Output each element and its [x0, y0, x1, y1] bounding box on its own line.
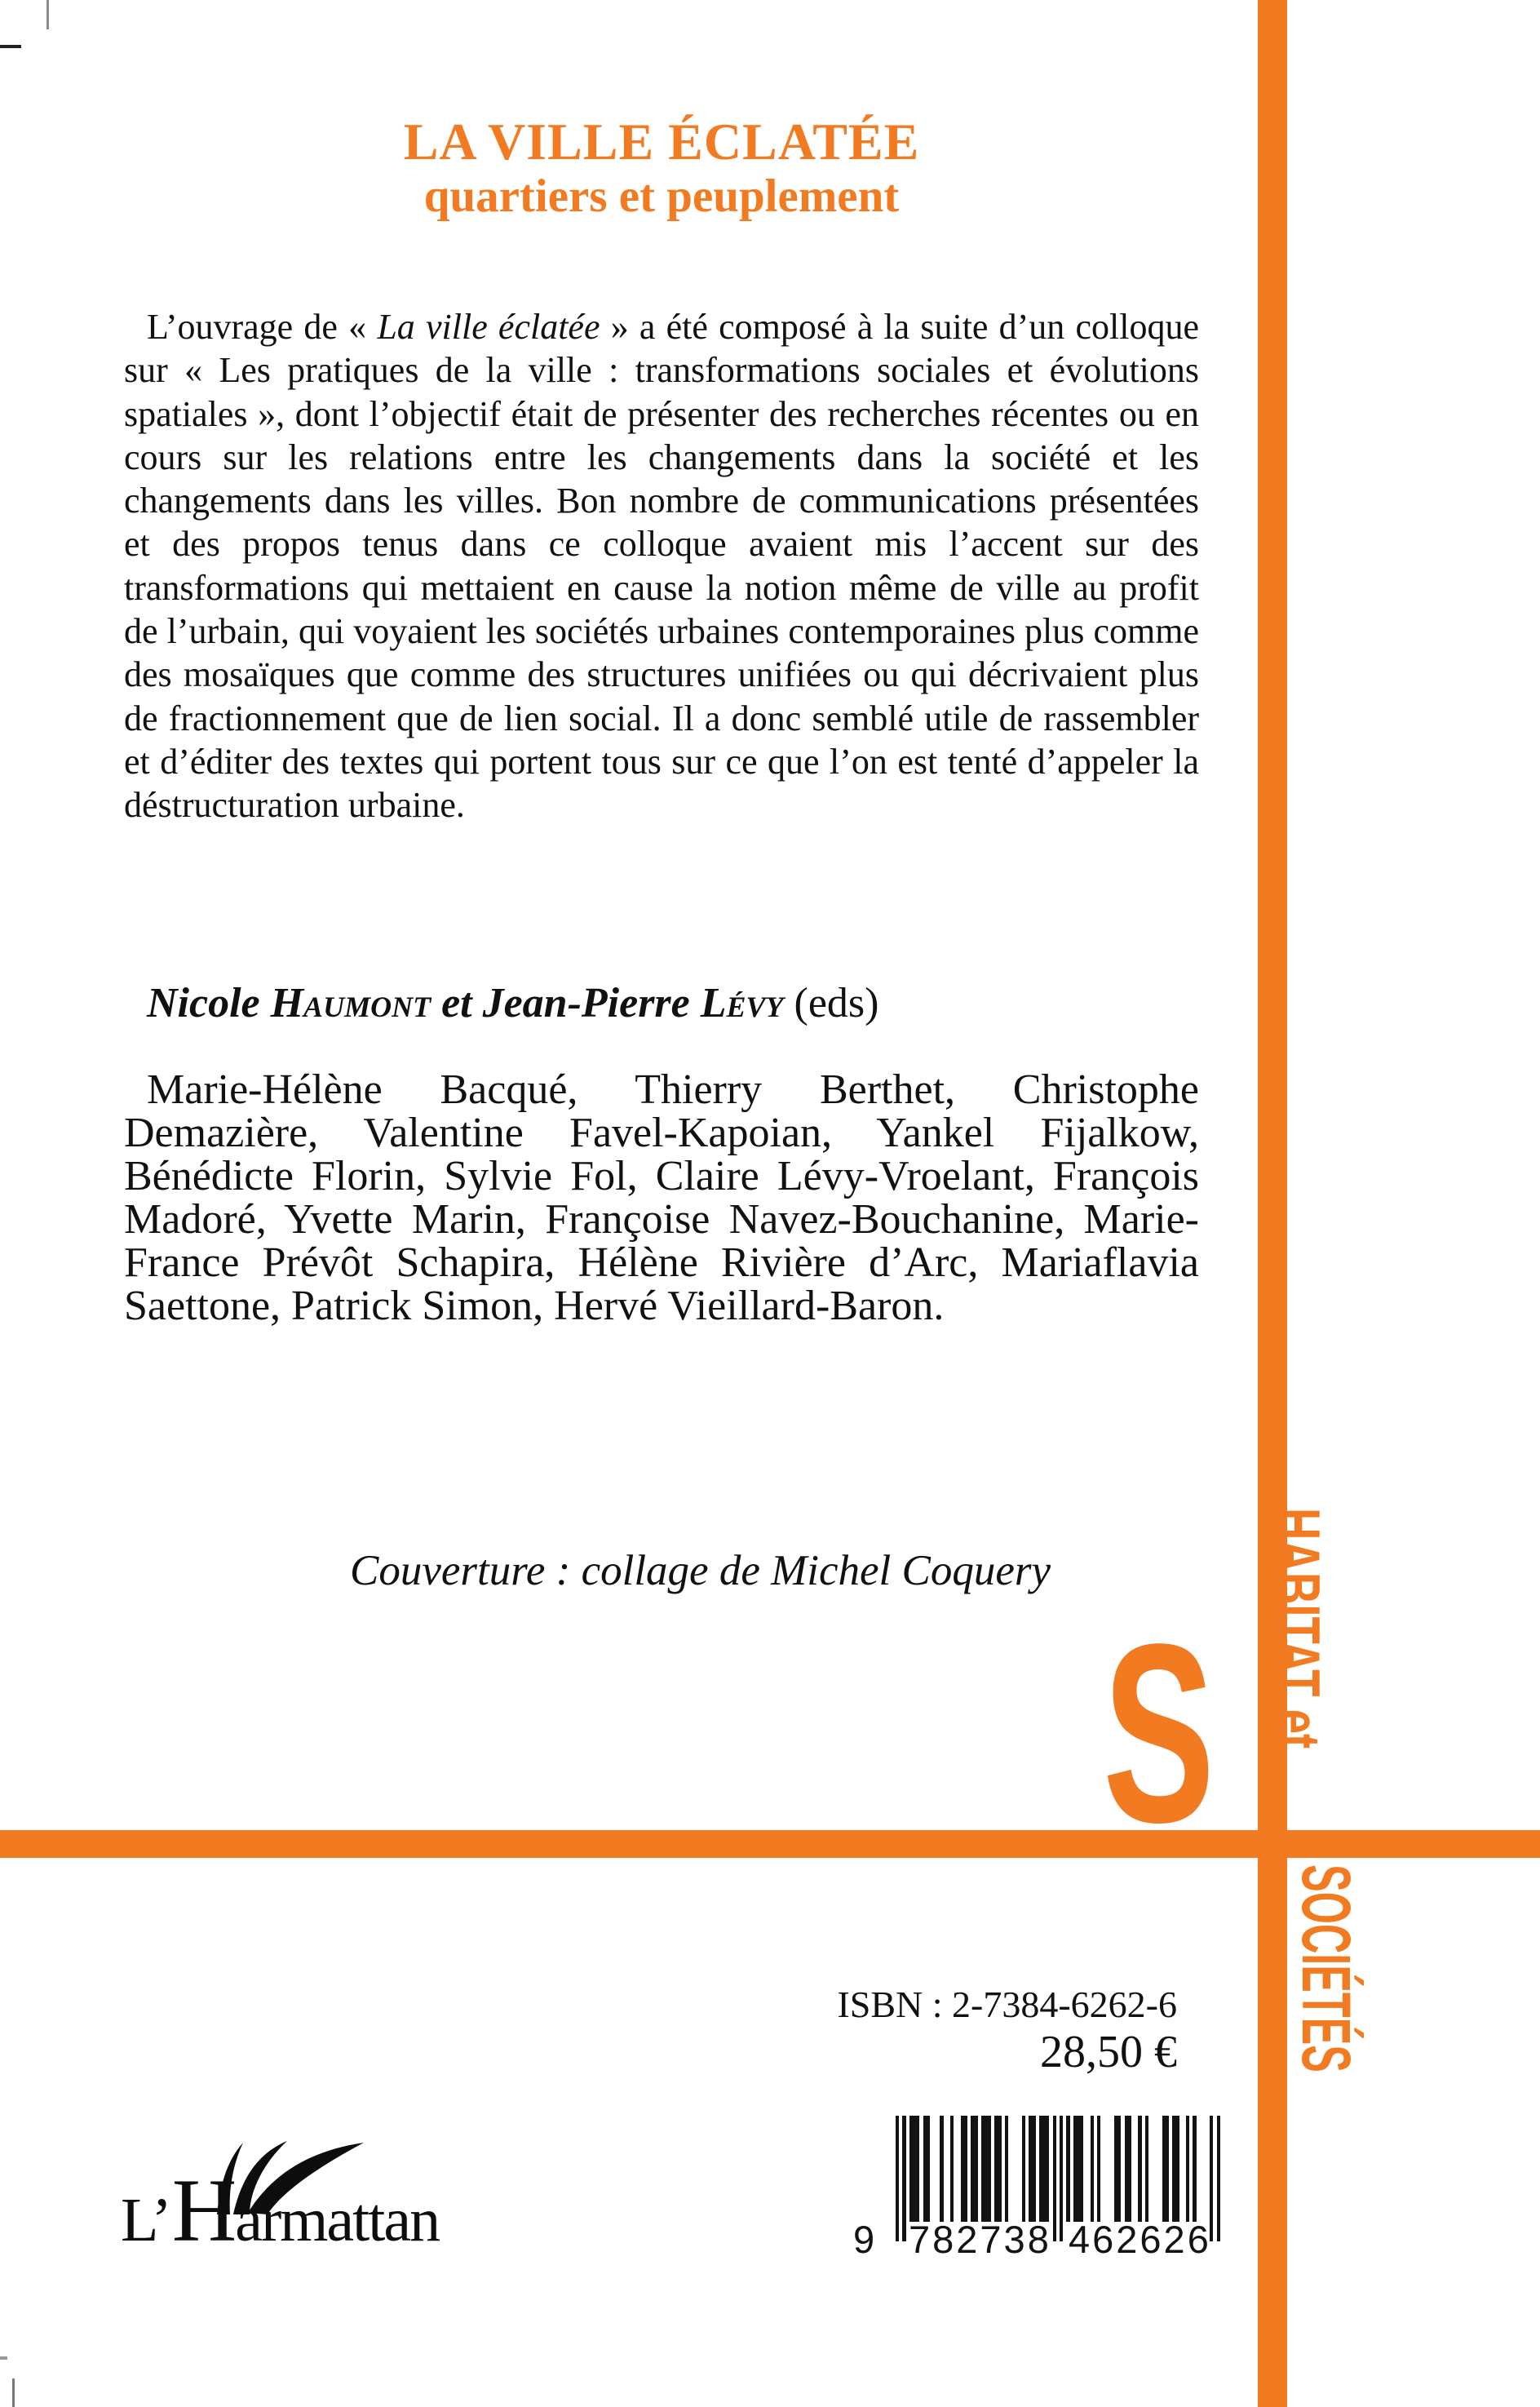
- barcode-digits-group2: 462626: [1069, 2218, 1211, 2261]
- crop-mark-top-left-horizontal: [0, 45, 21, 48]
- publisher-logo: [121, 2138, 480, 2272]
- crop-mark-bottom-left-horizontal: [0, 2356, 7, 2360]
- publisher-name-initial: H: [171, 2161, 236, 2260]
- series-name-societes: SOCIÉTÉS: [1288, 1864, 1365, 2072]
- publisher-name: [121, 2161, 440, 2260]
- series-horizontal-rule: [0, 1830, 1540, 1858]
- barcode-digit-left: 9: [853, 2218, 875, 2261]
- book-subtitle: quartiers et peuplement: [423, 171, 900, 222]
- publisher-name-prefix: L’: [121, 2186, 170, 2254]
- editors-line: Nicole Haumont et Jean-Pierre Lévy (eds): [147, 980, 879, 1026]
- barcode-digits-group1: 782738: [909, 2218, 1051, 2261]
- series-letter: S: [1103, 1592, 1215, 1876]
- contributors-list: Marie-Hélène Bacqué, Thierry Berthet, Christophe Demazière, Valentine Favel-Kapoian, Yankel Fijalkow, Bénédicte Florin, Sylvie Fol, Claire Lévy-Vroelant, François Madoré, Yvette Marin, Françoise Navez-Bouchanine, Marie-France Prévôt Schapira, Hélène Rivière d’Arc, Mariaflavia Saettone, Patrick Simon, Hervé Vieillard-Baron.: [124, 1066, 1199, 1329]
- crop-mark-top-left-vertical: [46, 0, 49, 29]
- cover-credit: Couverture : collage de Michel Coquery: [349, 1547, 1051, 1594]
- series-vertical-rule: [1258, 0, 1287, 2407]
- ean-barcode: [853, 2116, 1222, 2283]
- publisher-name-rest: armattan: [235, 2186, 440, 2254]
- isbn-price-block: [837, 1984, 1177, 2077]
- price-text: 28,50 €: [1040, 2026, 1177, 2077]
- isbn-text: ISBN : 2-7384-6262-6: [837, 1984, 1177, 2025]
- barcode-bar: [1217, 2116, 1220, 2241]
- book-title: LA VILLE ÉCLATÉE: [403, 113, 920, 171]
- crop-mark-bottom-left-vertical: [12, 2378, 15, 2407]
- series-name-habitat: HABITAT et: [1262, 1508, 1334, 1749]
- back-cover-summary: L’ouvrage de « La ville éclatée » a été composé à la suite d’un colloque sur « Les pratiques de la ville : transformations sociales et évolutions spatiales », dont l’objectif était de présenter des recherches récentes ou en cours sur les relations entre les changements dans la société et les changements dans les villes. Bon nombre de communications présentées et des propos tenus dans ce colloque avaient mis l’accent sur des transformations qui mettaient en cause la notion même de ville au profit de l’urbain, qui voyaient les sociétés urbaines contemporaines plus comme des mosaïques que comme des structures unifiées ou qui décrivaient plus de fractionnement que de lien social. Il a donc semblé utile de rassembler et d’éditer des textes qui portent tous sur ce que l’on est tenté d’appeler la déstructuration urbaine.: [124, 307, 1200, 826]
